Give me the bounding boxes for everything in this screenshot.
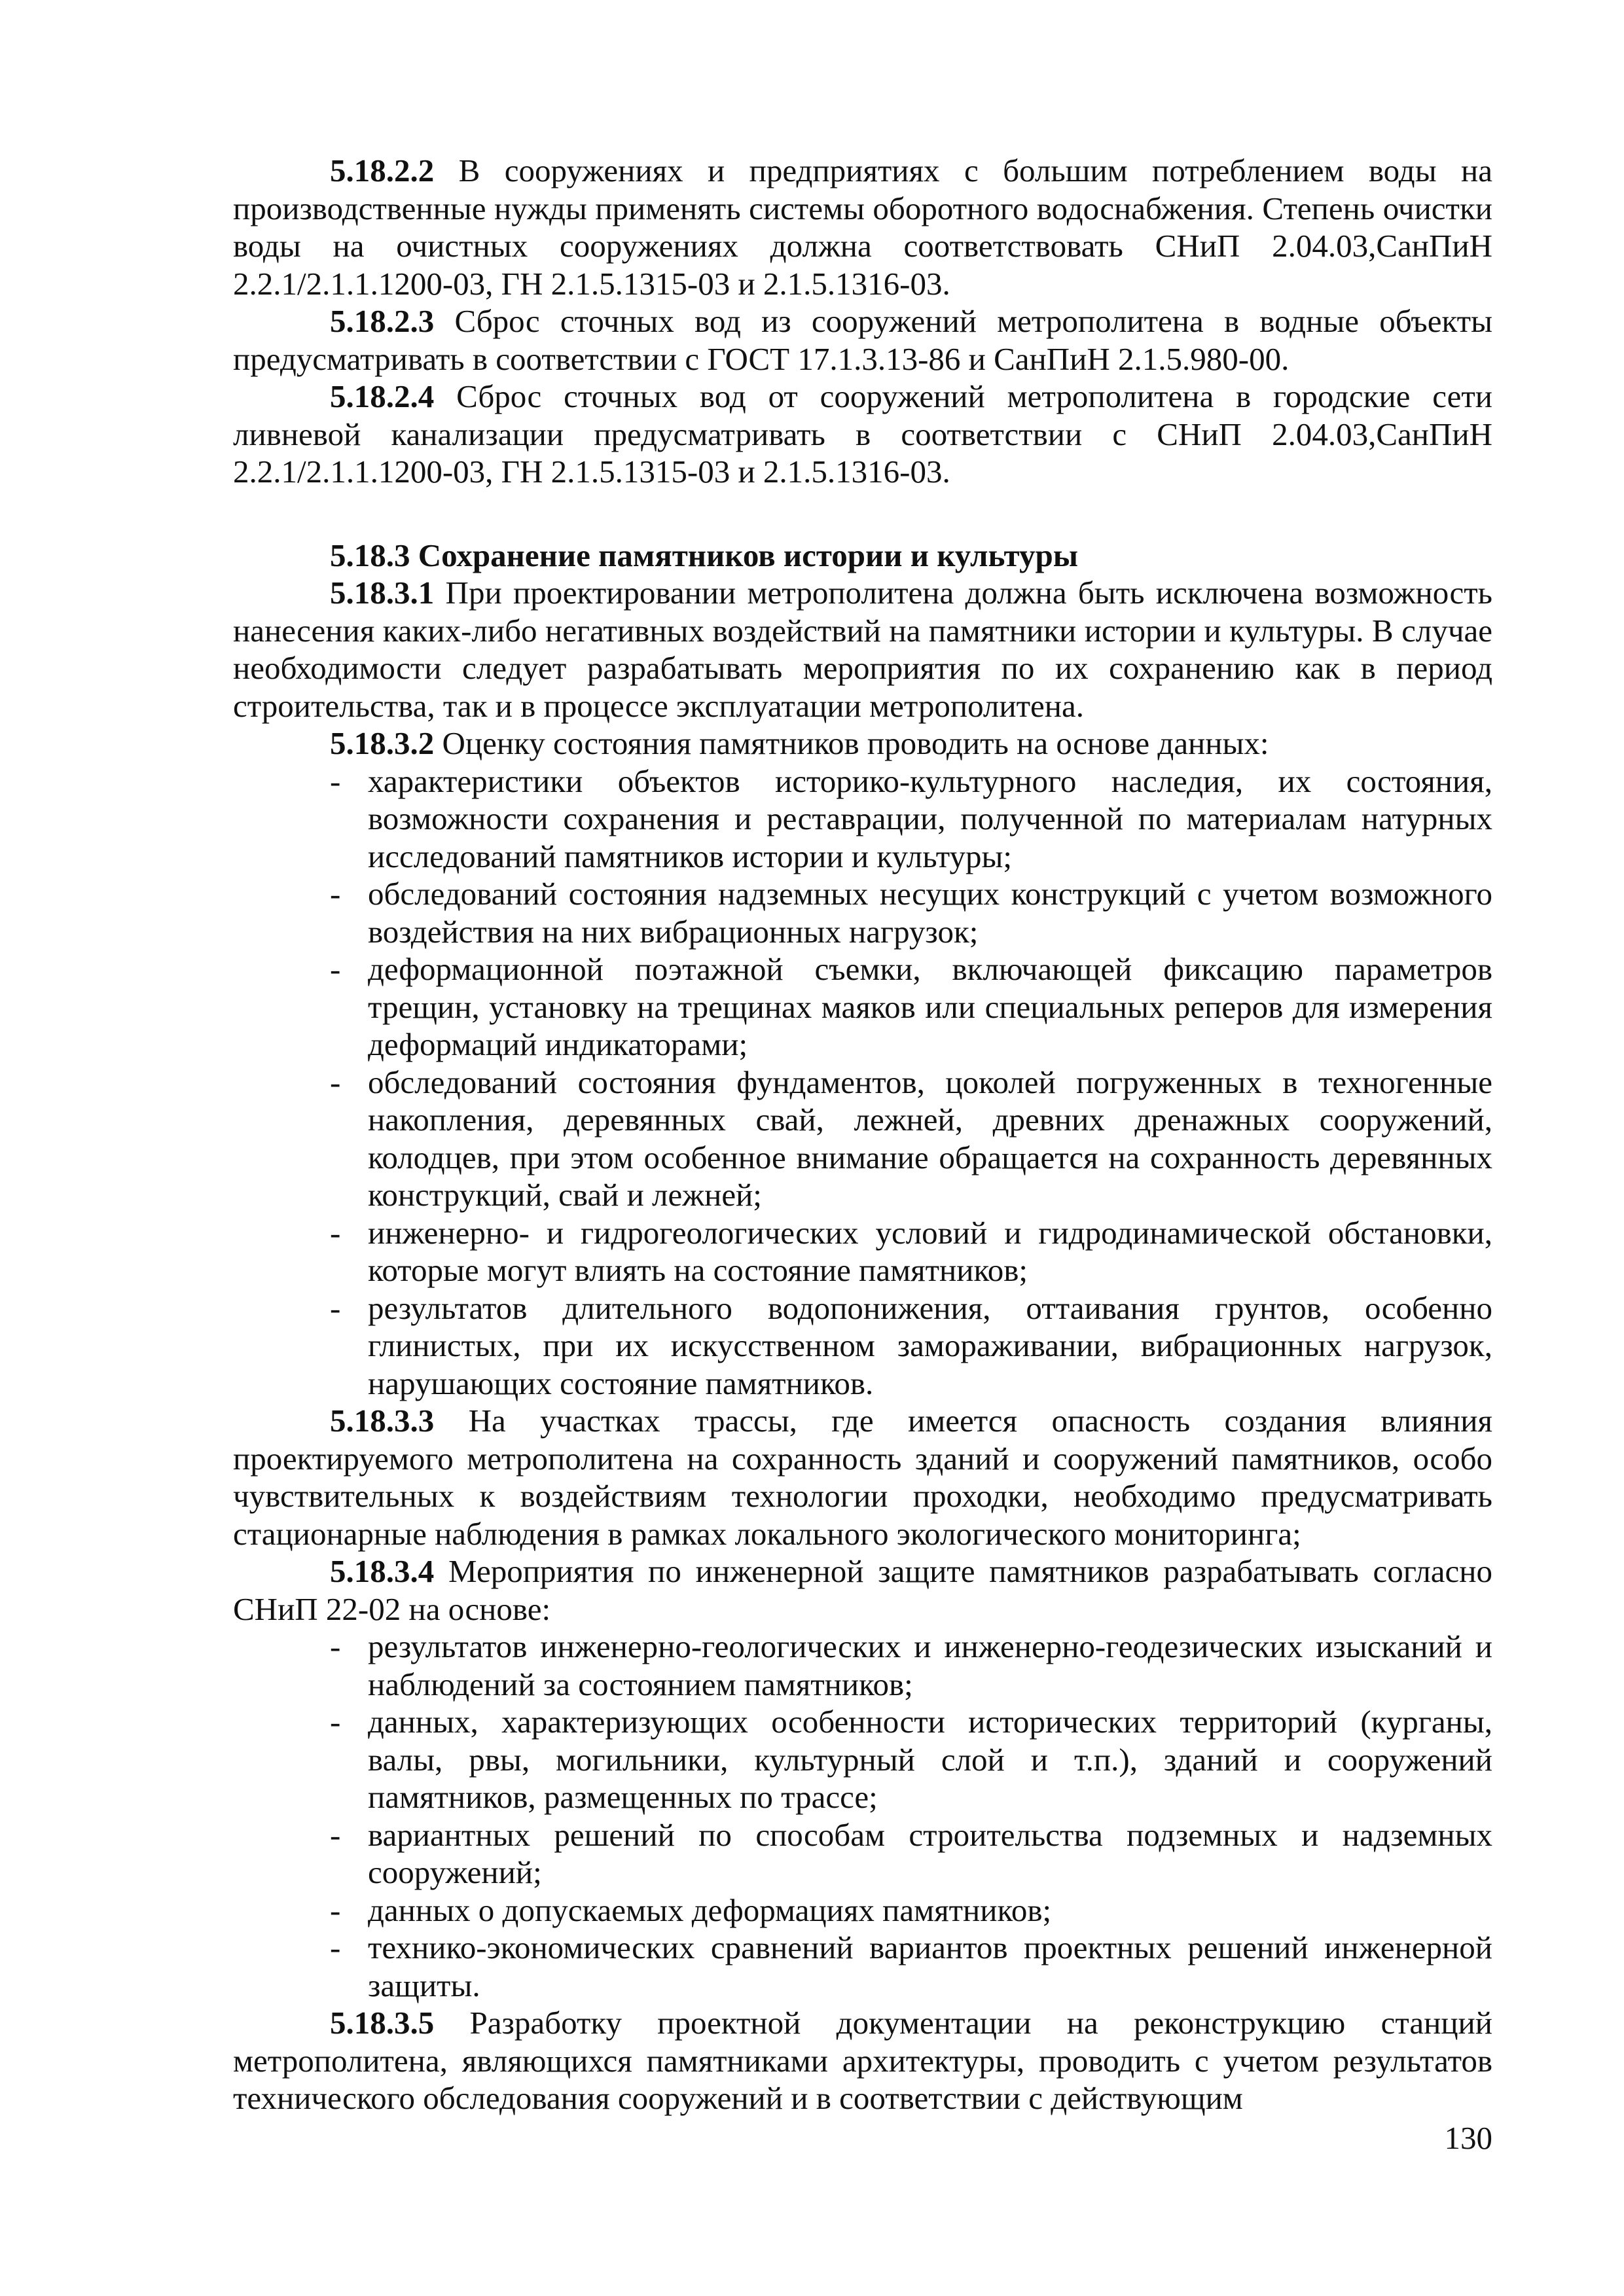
clause-5-18-3-3 — [233, 1402, 1492, 1552]
clause-number: 5.18.3.2 — [330, 725, 435, 761]
clause-text: В сооружениях и предприятиях с большим потреблением воды на производственные нужды применять системы оборотного водоснабжения. Степень очистки воды на очистных сооружениях должна соответствовать СНиП 2.04.03,СанПиН 2.2.1/2.1.1.1200-03, ГН 2.1.5.1315-03 и 2.1.5.1316-03. — [233, 152, 1492, 302]
section-heading-5-18-3: 5.18.3 Сохранение памятников истории и культуры — [330, 537, 1078, 573]
clause-text: При проектировании метрополитена должна быть исключена возможность нанесения каких-либо негативных воздействий на памятники истории и культуры. В случае необходимости следует разрабатывать мероприятия по их сохранению как в период строительства, так и в процессе эксплуатации метрополитена. — [233, 575, 1492, 724]
list-item: - данных о допускаемых деформациях памятников; — [368, 1892, 1492, 1929]
list-item: - деформационной поэтажной съемки, включающей фиксацию параметров трещин, установку на трещинах маяков или специальных реперов для измерения деформаций индикаторами; — [368, 950, 1492, 1064]
clause-5-18-2-3 — [233, 302, 1492, 378]
clause-5-18-3-5 — [233, 2004, 1492, 2117]
clause-5-18-3-4-list — [233, 1628, 1492, 2004]
clause-number: 5.18.3.5 — [330, 2005, 435, 2041]
clause-text: На участках трассы, где имеется опасность создания влияния проектируемого метрополитена на сохранность зданий и сооружений памятников, особо чувствительных к воздействиям технологии проходки, необходимо предусматривать стационарные наблюдения в рамках локального экологического мониторинга; — [233, 1403, 1492, 1552]
list-item: - данных, характеризующих особенности исторических территорий (курганы, валы, рвы, могильники, культурный слой и т.п.), зданий и сооружений памятников, размещенных по трассе; — [368, 1703, 1492, 1816]
clause-5-18-2-4 — [233, 378, 1492, 491]
list-item: - обследований состояния надземных несущих конструкций с учетом возможного воздействия на них вибрационных нагрузок; — [368, 875, 1492, 950]
page-content — [233, 152, 1492, 2117]
clause-number: 5.18.2.4 — [330, 378, 435, 414]
list-item: - результатов длительного водопонижения, оттаивания грунтов, особенно глинистых, при их искусственном замораживании, вибрационных нагрузок, нарушающих состояние памятников. — [368, 1289, 1492, 1403]
clause-number: 5.18.3.1 — [330, 575, 435, 611]
list-item: - результатов инженерно-геологических и инженерно-геодезических изысканий и наблюдений за состоянием памятников; — [368, 1628, 1492, 1703]
clause-number: 5.18.2.2 — [330, 152, 435, 188]
list-item: - характеристики объектов историко-культурного наследия, их состояния, возможности сохранения и реставрации, полученной по материалам натурных исследований памятников истории и культуры; — [368, 762, 1492, 876]
clause-text: Сброс сточных вод из сооружений метрополитена в водные объекты предусматривать в соответствии с ГОСТ 17.1.3.13-86 и СанПиН 2.1.5.980-00. — [233, 303, 1492, 377]
clause-text: Оценку состояния памятников проводить на основе данных: — [434, 725, 1269, 761]
clause-5-18-3-2-list — [233, 762, 1492, 1403]
clause-5-18-3-4 — [233, 1552, 1492, 1628]
page-number: 130 — [1444, 2120, 1492, 2156]
list-item: - обследований состояния фундаментов, цоколей погруженных в техногенные накопления, деревянных свай, лежней, древних дренажных сооружений, колодцев, при этом особенное внимание обращается на сохранность деревянных конструкций, свай и лежней; — [368, 1064, 1492, 1214]
clause-number: 5.18.3.3 — [330, 1403, 435, 1439]
list-item: - инженерно- и гидрогеологических условий и гидродинамической обстановки, которые могут влиять на состояние памятников; — [368, 1214, 1492, 1289]
list-item: - технико-экономических сравнений вариантов проектных решений инженерной защиты. — [368, 1929, 1492, 2004]
clause-text: Мероприятия по инженерной защите памятников разрабатывать согласно СНиП 22-02 на основе: — [233, 1553, 1492, 1627]
clause-number: 5.18.3.4 — [330, 1553, 435, 1589]
list-item: - вариантных решений по способам строительства подземных и надземных сооружений; — [368, 1816, 1492, 1892]
clause-5-18-3-2 — [233, 725, 1492, 762]
clause-5-18-2-2 — [233, 152, 1492, 302]
clause-text: Сброс сточных вод от сооружений метрополитена в городские сети ливневой канализации предусматривать в соответствии с СНиП 2.04.03,СанПиН 2.2.1/2.1.1.1200-03, ГН 2.1.5.1315-03 и 2.1.5.1316-03. — [233, 378, 1492, 490]
clause-5-18-3-1 — [233, 574, 1492, 725]
clause-text: Разработку проектной документации на реконструкцию станций метрополитена, являющихся памятниками архитектуры, проводить с учетом результатов технического обследования сооружений и в соответствии с действующим — [233, 2005, 1492, 2116]
clause-number: 5.18.2.3 — [330, 303, 435, 339]
